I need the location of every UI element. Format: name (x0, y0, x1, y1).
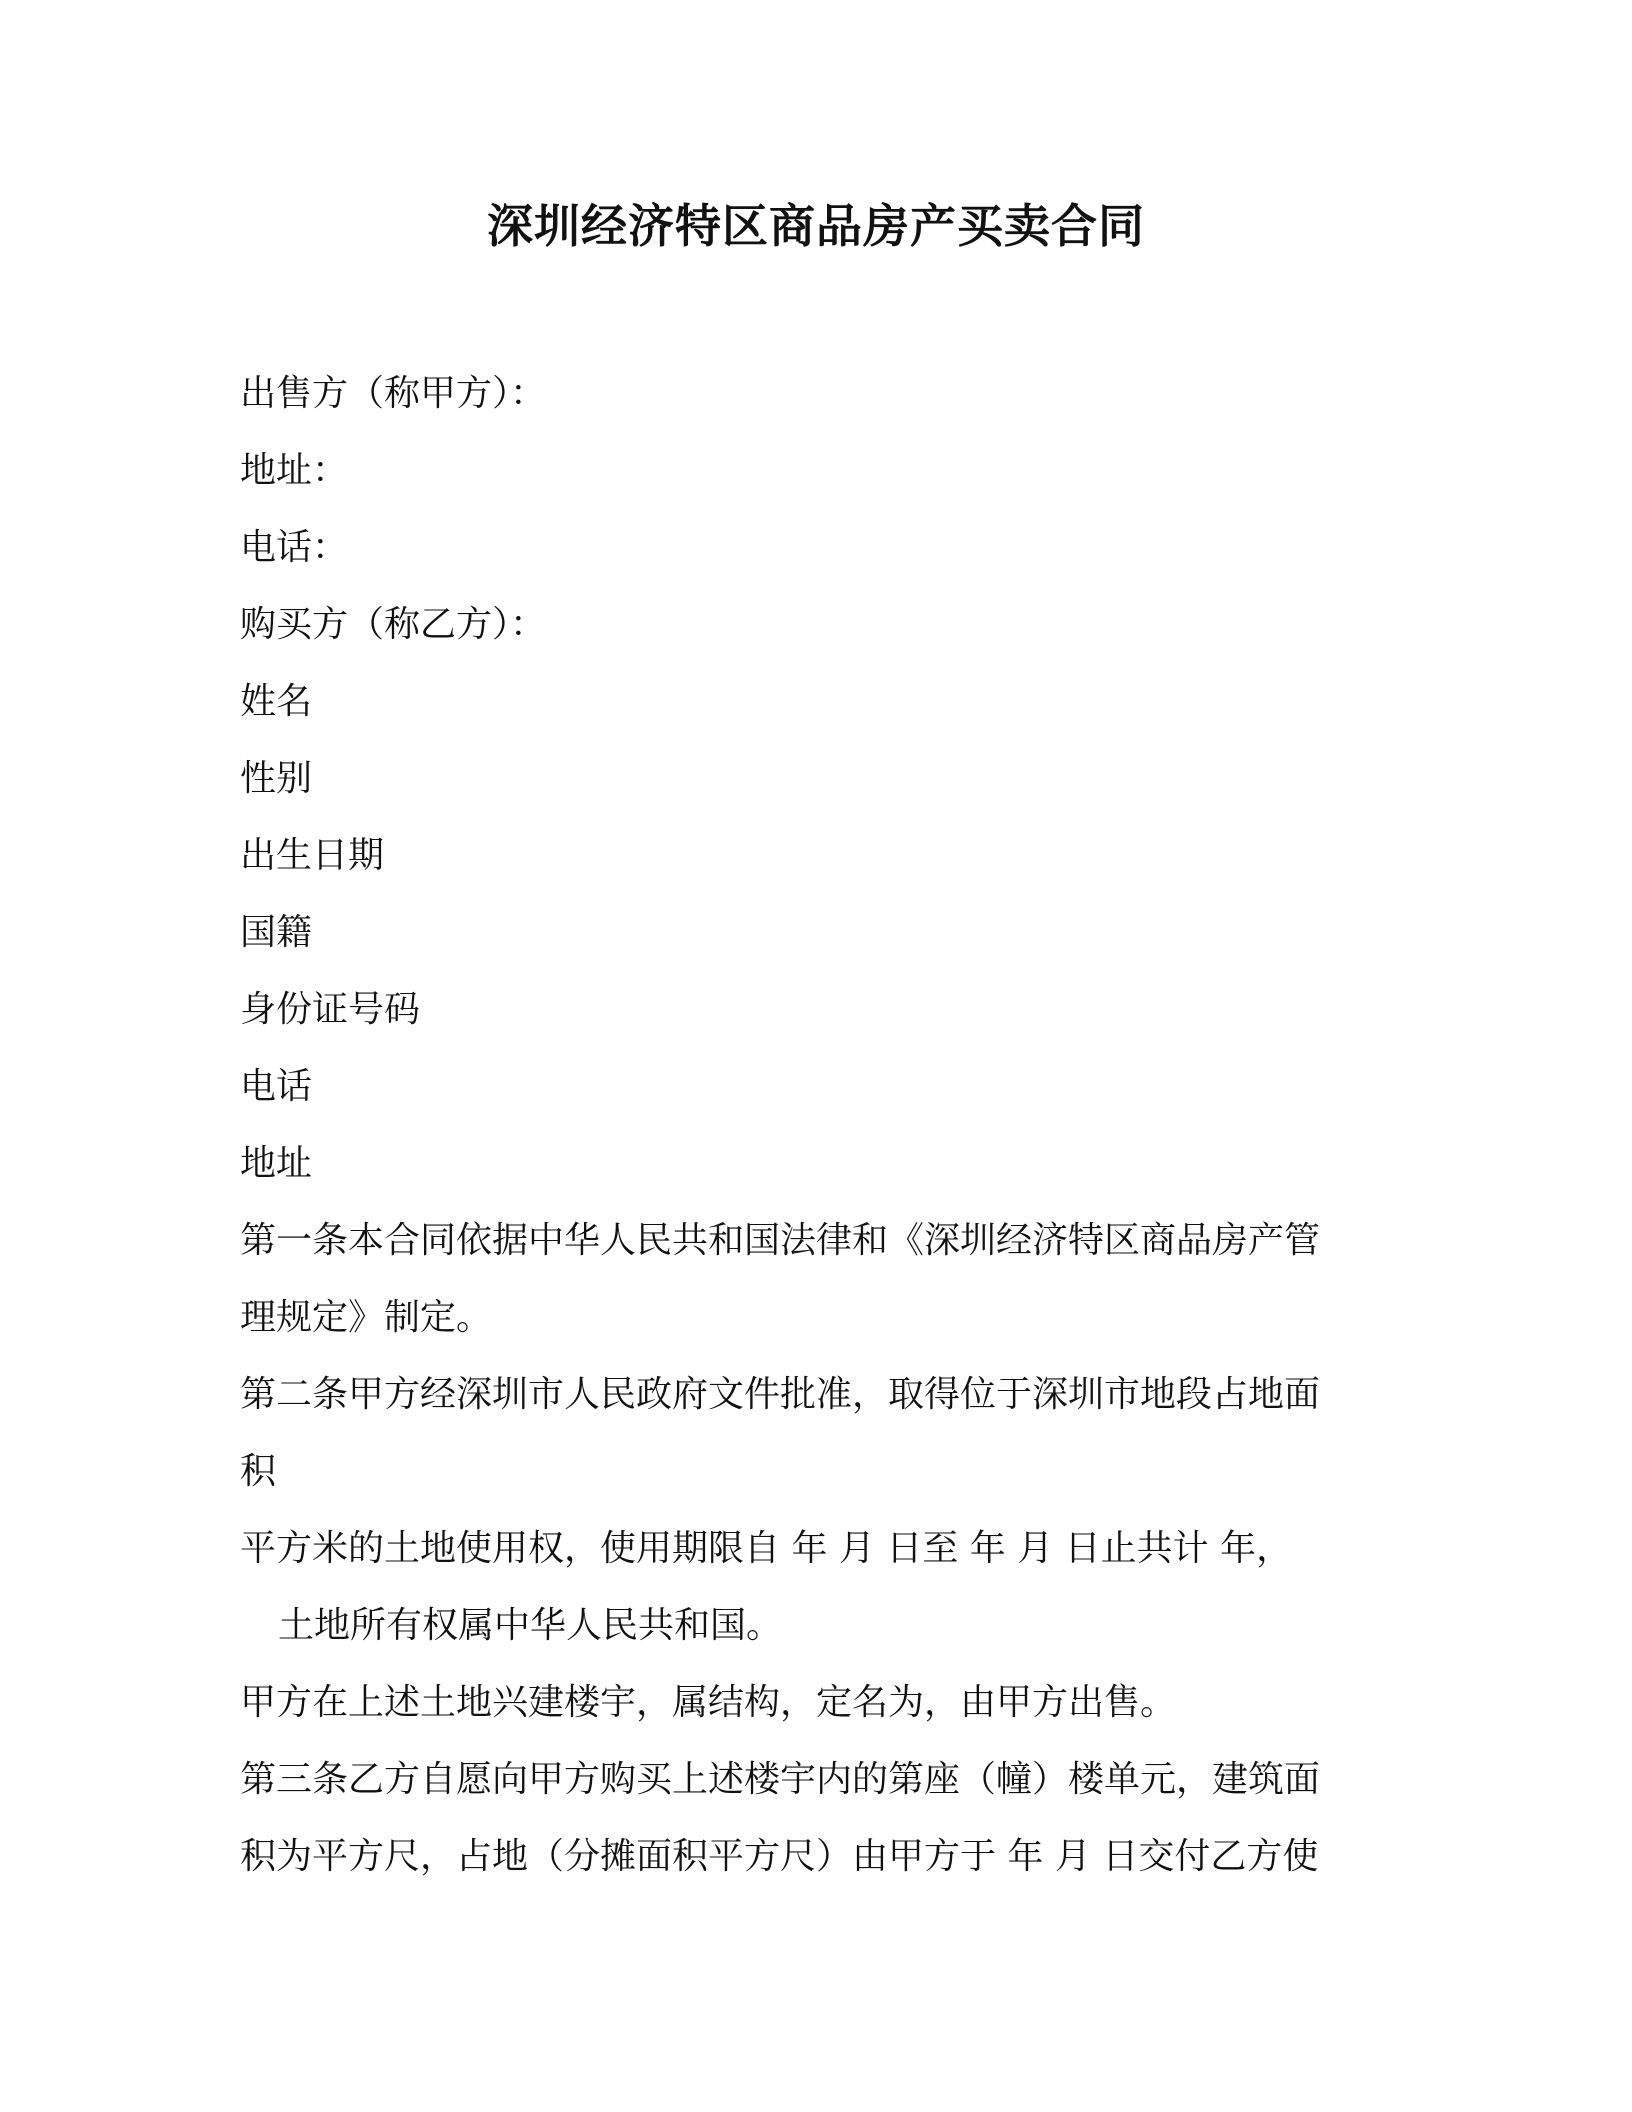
article-2-line-1: 第二条甲方经深圳市人民政府文件批准，取得位于深圳市地段占地面 (240, 1374, 1321, 1415)
buyer-phone-label: 电话 (240, 1066, 313, 1107)
seller-address-label: 地址： (240, 450, 349, 491)
article-1-line-1: 第一条本合同依据中华人民共和国法律和《深圳经济特区商品房产管 (240, 1220, 1321, 1261)
article-2-line-3: 平方米的土地使用权，使用期限自 年 月 日至 年 月 日止共计 年， (240, 1528, 1293, 1569)
buyer-birthdate-label: 出生日期 (240, 835, 385, 876)
buyer-address-label: 地址 (240, 1143, 313, 1184)
article-3-line-1: 第三条乙方自愿向甲方购买上述楼宇内的第座（幢）楼单元，建筑面 (240, 1759, 1321, 1800)
seller-phone-label: 电话： (240, 527, 349, 568)
buyer-gender-label: 性别 (240, 758, 313, 799)
article-3-line-2: 积为平方尺，占地（分摊面积平方尺）由甲方于 年 月 日交付乙方使 (240, 1836, 1319, 1877)
buyer-label: 购买方（称乙方）： (240, 604, 547, 645)
seller-label: 出售方（称甲方）： (240, 373, 547, 414)
article-2-line-4: 土地所有权属中华人民共和国。 (278, 1605, 783, 1646)
buyer-id-number-label: 身份证号码 (240, 989, 421, 1030)
document-title: 深圳经济特区商品房产买卖合同 (487, 199, 1145, 253)
article-1-line-2: 理规定》制定。 (240, 1297, 493, 1338)
article-2-line-2: 积 (240, 1451, 277, 1492)
article-2-line-5: 甲方在上述土地兴建楼宇，属结构，定名为，由甲方出售。 (240, 1682, 1177, 1723)
buyer-name-label: 姓名 (240, 681, 313, 722)
buyer-nationality-label: 国籍 (240, 912, 313, 953)
